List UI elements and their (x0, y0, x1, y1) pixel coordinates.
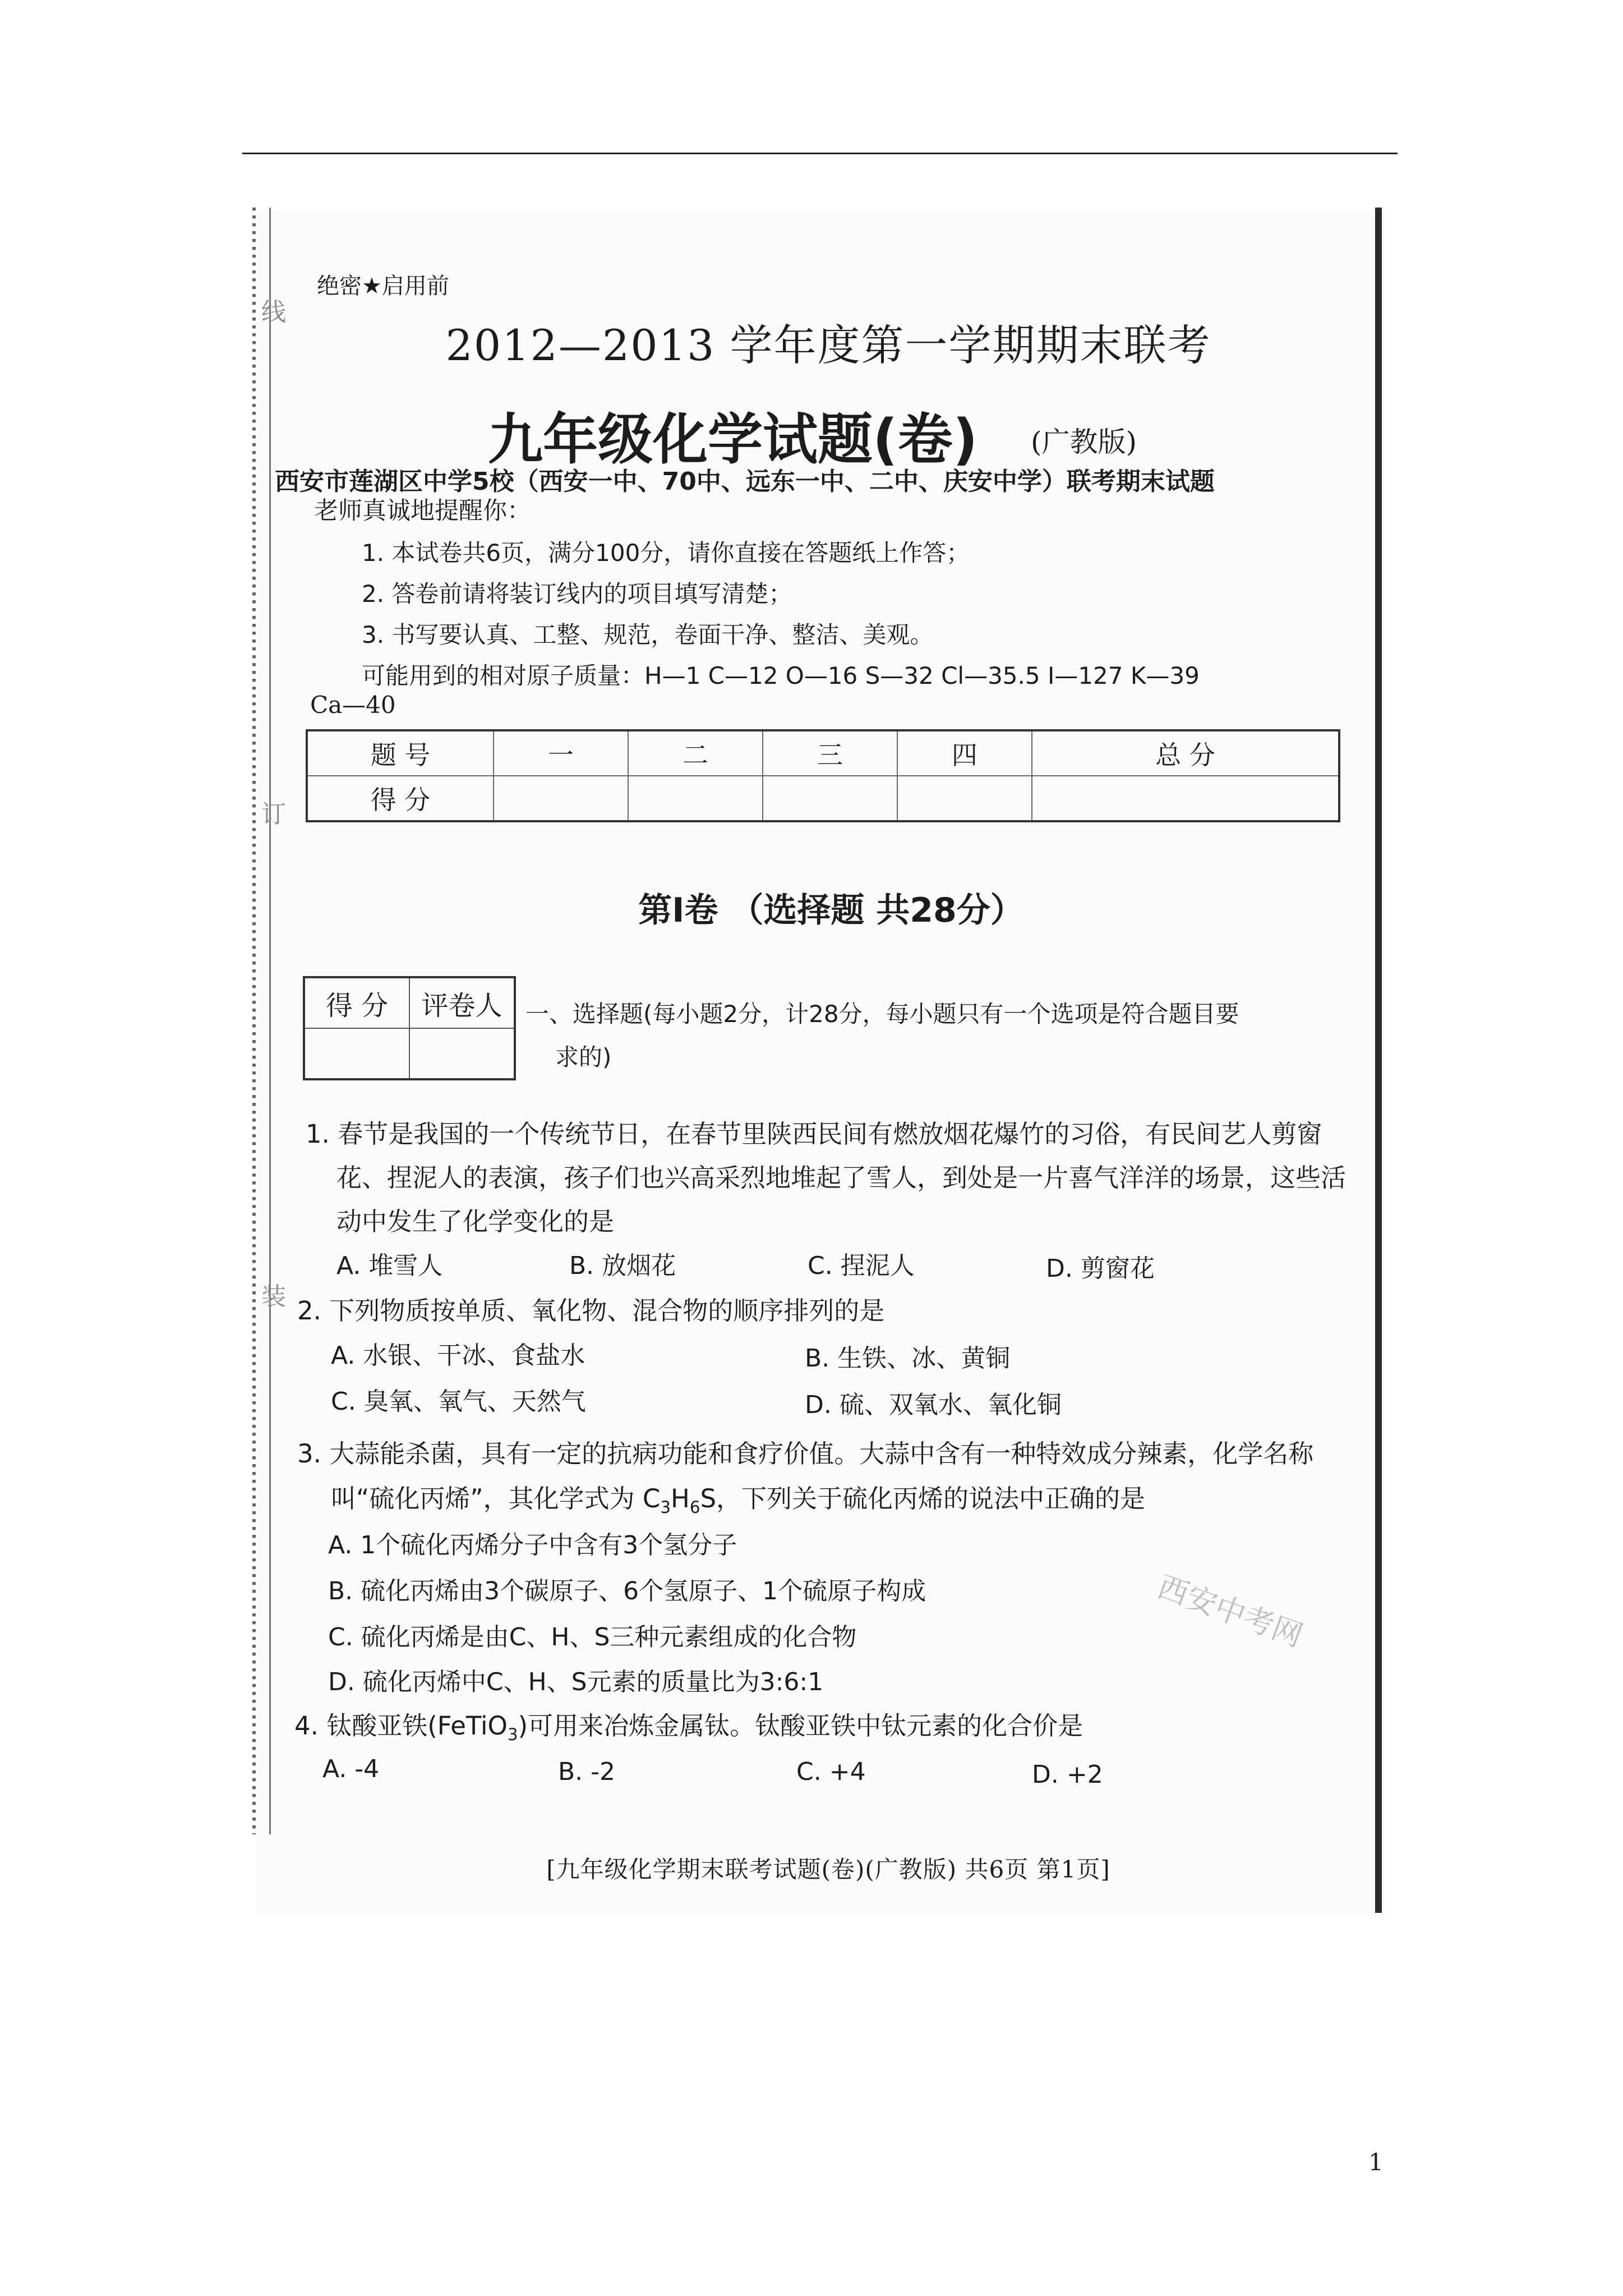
note-1: 1. 本试卷共6页，满分100分，请你直接在答题纸上作答； (362, 539, 970, 567)
grader-table (303, 976, 516, 1080)
grader-score-label: 得 分 (304, 977, 409, 1028)
q1-option-a: A. 堆雪人 (336, 1251, 443, 1280)
note-2: 2. 答卷前请将装订线内的项目填写清楚； (362, 580, 792, 608)
q2-option-c: C. 臭氧、氧气、天然气 (331, 1387, 586, 1416)
q3-line-2 (331, 1478, 1145, 1517)
exam-title: 九年级化学试题(卷) (488, 408, 978, 472)
score-header-cell: 一 (494, 730, 628, 776)
q3-line-2-text: 叫“硫化丙烯”，其化学式为 C (331, 1484, 661, 1513)
q2-option-b: B. 生铁、冰、黄铜 (805, 1344, 1011, 1373)
q4-option-d: D. +2 (1032, 1760, 1103, 1789)
q2-line-1: 2. 下列物质按单质、氧化物、混合物的顺序排列的是 (297, 1296, 885, 1326)
score-header-cell: 题 号 (307, 730, 494, 776)
q1-option-b: B. 放烟花 (569, 1251, 676, 1280)
q4-line-1-rest: )可用来冶炼金属钛。钛酸亚铁中钛元素的化合价是 (518, 1711, 1083, 1741)
section-heading: 一、选择题(每小题2分，计28分，每小题只有一个选项是符合题目要 (525, 1000, 1239, 1028)
q1-line-2: 花、捏泥人的表演，孩子们也兴高采烈地堆起了雪人，到处是一片喜气洋洋的场景，这些活 (336, 1163, 1347, 1193)
atomic-masses: 可能用到的相对原子质量：H—1 C—12 O—16 S—32 Cl—35.5 I—127 K—39 (362, 662, 1200, 689)
q3-line-2-rest: S，下列关于硫化丙烯的说法中正确的是 (700, 1484, 1146, 1513)
binding-label-bind: 装 (261, 1282, 286, 1311)
page-footer: [九年级化学期末联考试题(卷)(广教版) 共6页 第1页] (546, 1856, 1110, 1883)
q3-subscript-c: 3 (660, 1498, 671, 1517)
score-cell (1032, 776, 1339, 821)
score-row-label: 得 分 (307, 776, 494, 821)
score-table-score-row (307, 776, 1339, 821)
q3-option-b: B. 硫化丙烯由3个碳原子、6个氢原子、1个硫原子构成 (328, 1577, 926, 1605)
q4-option-a: A. -4 (322, 1755, 380, 1783)
exam-edition: (广教版) (1031, 426, 1137, 458)
scan-edge (1375, 208, 1382, 1913)
binding-dotted-line (252, 208, 256, 1834)
q1-option-d: D. 剪窗花 (1046, 1254, 1155, 1283)
q3-subscript-h: 6 (689, 1498, 700, 1517)
q2-option-a: A. 水银、干冰、食盐水 (331, 1341, 585, 1370)
score-cell (763, 776, 897, 821)
score-table-header-row (307, 730, 1339, 776)
q4-line-1 (294, 1705, 1083, 1744)
q1-line-1: 1. 春节是我国的一个传统节日，在春节里陕西民间有燃放烟花爆竹的习俗，有民间艺人剪窗 (306, 1119, 1322, 1149)
q3-option-a: A. 1个硫化丙烯分子中含有3个氢分子 (328, 1531, 737, 1559)
score-header-cell: 二 (628, 730, 763, 776)
q1-option-c: C. 捏泥人 (808, 1251, 915, 1280)
score-header-cell: 三 (763, 730, 897, 776)
page-number: 1 (1368, 2148, 1384, 2176)
binding-label-line: 线 (261, 298, 286, 326)
watermark: 西安中考网 (1152, 1568, 1308, 1654)
q3-option-d: D. 硫化丙烯中C、H、S元素的质量比为3:6:1 (328, 1668, 824, 1696)
atomic-masses-cont: Ca—40 (310, 691, 396, 719)
score-cell (628, 776, 763, 821)
score-cell (494, 776, 628, 821)
section-heading-cont: 求的) (555, 1043, 612, 1071)
part-heading: 第Ⅰ卷 （选择题 共28分） (638, 891, 1024, 930)
grader-name-label: 评卷人 (409, 977, 515, 1028)
score-table (306, 729, 1340, 822)
q4-option-b: B. -2 (558, 1757, 616, 1786)
q3-line-1: 3. 大蒜能杀菌，具有一定的抗病功能和食疗价值。大蒜中含有一种特效成分辣素，化学名称 (297, 1439, 1314, 1469)
header-rule (242, 153, 1398, 154)
q4-option-c: C. +4 (796, 1757, 866, 1786)
q4-line-1-text: 4. 钛酸亚铁(FeTiO (294, 1711, 508, 1741)
binding-label-cut: 订 (261, 800, 286, 829)
score-cell (897, 776, 1032, 821)
score-header-cell: 四 (897, 730, 1032, 776)
exam-year: 2012—2013 学年度第一学期期末联考 (445, 320, 1211, 370)
grader-name-cell (409, 1028, 515, 1079)
remind-heading: 老师真诚地提醒你： (314, 497, 531, 525)
q3-option-c: C. 硫化丙烯是由C、H、S三种元素组成的化合物 (328, 1623, 857, 1651)
score-header-cell: 总 分 (1032, 730, 1339, 776)
q2-option-d: D. 硫、双氧水、氧化铜 (805, 1391, 1062, 1419)
q4-subscript-o: 3 (507, 1725, 518, 1744)
grader-score-cell (304, 1028, 409, 1079)
binding-line (269, 208, 271, 1834)
q1-line-3: 动中发生了化学变化的是 (336, 1207, 615, 1236)
secret-label: 绝密★启用前 (317, 273, 449, 299)
q3-line-2-h: H (670, 1484, 690, 1513)
schools-line: 西安市莲湖区中学5校（西安一中、70中、远东一中、二中、庆安中学）联考期末试题 (275, 467, 1215, 496)
note-3: 3. 书写要认真、工整、规范，卷面干净、整洁、美观。 (362, 621, 934, 648)
